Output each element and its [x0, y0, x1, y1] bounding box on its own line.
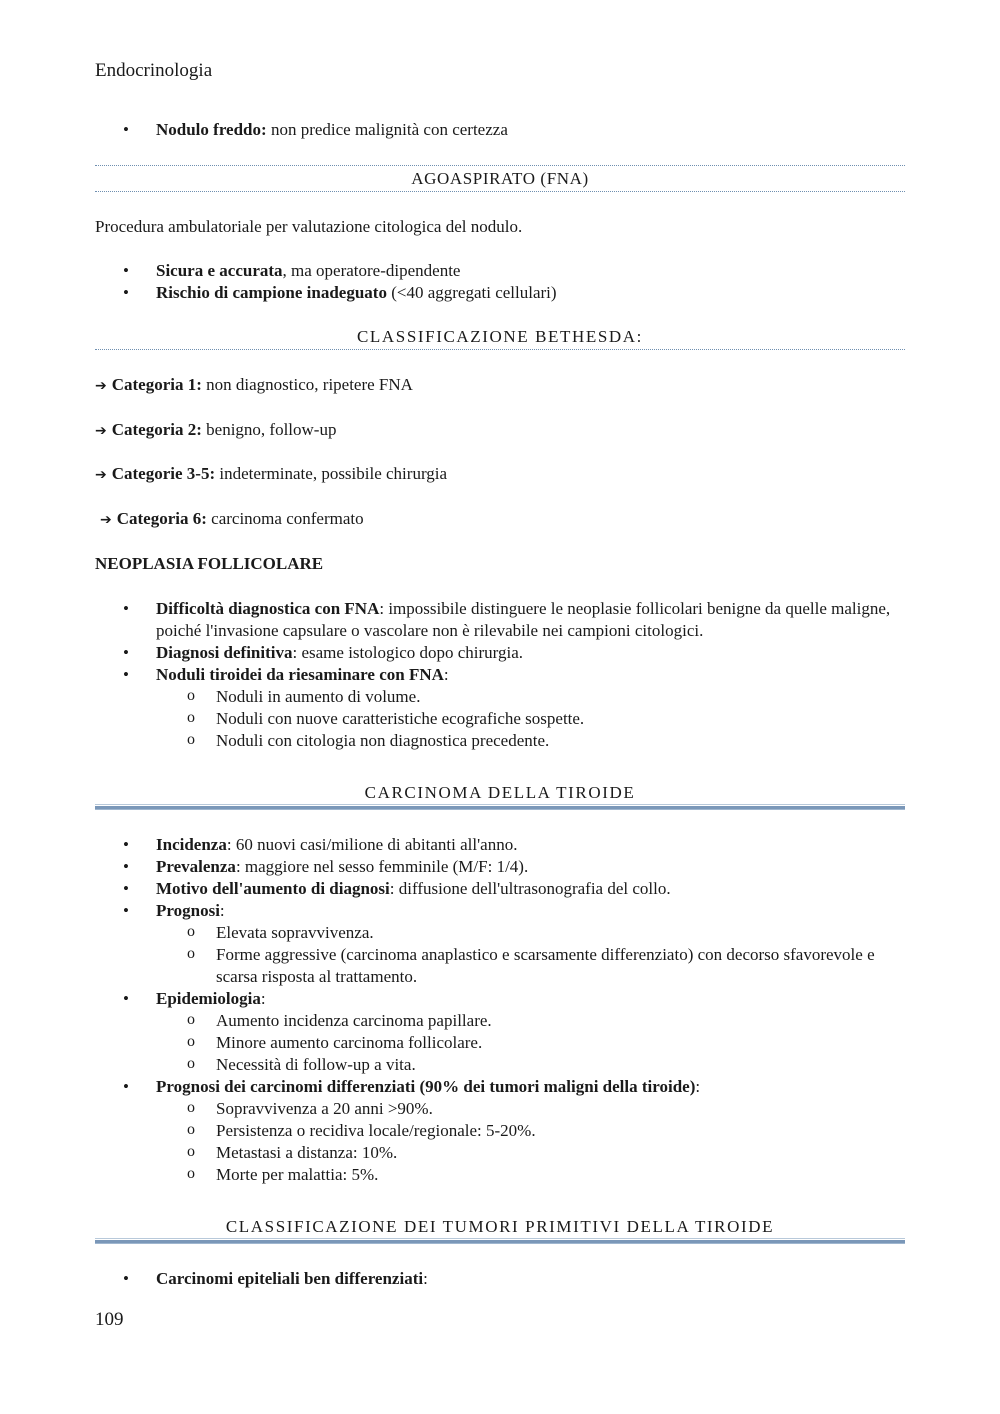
item-label: Motivo dell'aumento di diagnosi	[156, 879, 390, 898]
category-text: non diagnostico, ripetere FNA	[201, 375, 413, 394]
list-item	[95, 642, 905, 664]
section-title-classificazione: CLASSIFICAZIONE DEI TUMORI PRIMITIVI DELLA TIROIDE	[225, 1217, 775, 1236]
item-label: Incidenza	[156, 835, 227, 854]
category-label: Categoria 2:	[111, 420, 202, 439]
list-item	[95, 1076, 905, 1186]
item-text: :	[695, 1077, 701, 1096]
sub-list-item: o Noduli con citologia non diagnostica precedente.	[156, 730, 905, 752]
bethesda-category-2	[95, 419, 336, 442]
category-text: indeterminate, possibile chirurgia	[215, 464, 448, 483]
sub-list-item: o Morte per malattia: 5%.	[156, 1164, 905, 1186]
sub-list	[156, 1010, 905, 1076]
section-rule-bethesda	[95, 349, 905, 350]
bethesda-category-6	[100, 508, 364, 531]
sub-list	[156, 686, 905, 752]
item-label: Nodulo freddo:	[156, 120, 267, 139]
category-label: Categoria 1:	[111, 375, 202, 394]
item-text: : esame istologico dopo chirurgia.	[292, 643, 524, 662]
item-label: Diagnosi definitiva	[156, 643, 293, 662]
list-item	[95, 900, 905, 988]
item-text: :	[443, 665, 449, 684]
list-item	[95, 856, 905, 878]
item-text: (<40 aggregati cellulari)	[386, 283, 557, 302]
item-label: Rischio di campione inadeguato	[156, 283, 387, 302]
item-text: non predice malignità con certezza	[266, 120, 508, 139]
list-item	[95, 282, 905, 304]
list-item	[95, 598, 905, 642]
item-text: : impossibile distinguere le neoplasie follicolari benigne da quelle maligne, poiché l'invasione capsulare o vascolare non è rilevabile nei campioni citologici.	[156, 599, 891, 640]
sub-list-item: o Metastasi a distanza: 10%.	[156, 1142, 905, 1164]
sub-list-item: o Noduli con nuove caratteristiche ecografiche sospette.	[156, 708, 905, 730]
sub-list	[156, 922, 905, 988]
bethesda-category-1	[95, 374, 413, 397]
right-arrow-icon: ➔	[95, 423, 107, 439]
section-rule-classificazione	[95, 1240, 905, 1244]
right-arrow-icon: ➔	[100, 512, 112, 528]
item-label: Difficoltà diagnostica con FNA	[156, 599, 380, 618]
item-label: Prognosi dei carcinomi differenziati (90% dei tumori maligni della tiroide)	[156, 1077, 696, 1096]
item-text: , ma operatore-dipendente	[282, 261, 461, 280]
item-text: :	[219, 901, 225, 920]
sub-list	[156, 1098, 905, 1186]
page-number: 109	[95, 1309, 124, 1330]
list-item	[95, 260, 905, 282]
category-text: carcinoma confermato	[206, 509, 364, 528]
top-bullet-list	[95, 119, 905, 141]
section-title-carcinoma: CARCINOMA DELLA TIROIDE	[364, 783, 636, 802]
category-label: Categorie 3-5:	[111, 464, 216, 483]
right-arrow-icon: ➔	[95, 378, 107, 394]
sub-list-item: o Forme aggressive (carcinoma anaplastico e scarsamente differenziato) con decorso sfavorevole e scarsa risposta al trattamento.	[156, 944, 905, 988]
running-header: Endocrinologia	[95, 60, 213, 81]
neoplasia-list	[95, 598, 905, 752]
bethesda-category-3-5	[95, 463, 447, 486]
heading-neoplasia: NEOPLASIA FOLLICOLARE	[95, 554, 324, 573]
section-rule-bottom	[95, 191, 905, 192]
list-item	[95, 119, 905, 141]
item-label: Sicura e accurata	[156, 261, 283, 280]
section-rule-carcinoma	[95, 806, 905, 810]
category-text: benigno, follow-up	[201, 420, 337, 439]
fna-intro: Procedura ambulatoriale per valutazione citologica del nodulo.	[95, 217, 523, 236]
sub-list-item: o Sopravvivenza a 20 anni >90%.	[156, 1098, 905, 1120]
section-title-fna: AGOASPIRATO (FNA)	[411, 169, 589, 188]
list-item	[95, 878, 905, 900]
section-rule-top	[95, 165, 905, 166]
list-item	[95, 834, 905, 856]
fna-list	[95, 260, 905, 304]
carcinoma-list	[95, 834, 905, 1186]
item-label: Prognosi	[156, 901, 220, 920]
item-text: :	[260, 989, 266, 1008]
item-text: : maggiore nel sesso femminile (M/F: 1/4).	[235, 857, 529, 876]
item-label: Carcinomi epiteliali ben differenziati	[156, 1269, 424, 1288]
item-text: : 60 nuovi casi/milione di abitanti all'anno.	[226, 835, 518, 854]
category-label: Categoria 6:	[116, 509, 207, 528]
item-label: Epidemiologia	[156, 989, 261, 1008]
sub-list-item: o Aumento incidenza carcinoma papillare.	[156, 1010, 905, 1032]
sub-list-item: o Noduli in aumento di volume.	[156, 686, 905, 708]
list-item	[95, 988, 905, 1076]
item-text: :	[423, 1269, 428, 1288]
section-title-bethesda: CLASSIFICAZIONE BETHESDA:	[356, 327, 644, 346]
item-label: Prevalenza	[156, 857, 236, 876]
sub-list-item: o Persistenza o recidiva locale/regionale: 5-20%.	[156, 1120, 905, 1142]
item-text: : diffusione dell'ultrasonografia del collo.	[389, 879, 671, 898]
sub-list-item: o Elevata sopravvivenza.	[156, 922, 905, 944]
sub-list-item: o Necessità di follow-up a vita.	[156, 1054, 905, 1076]
sub-list-item: o Minore aumento carcinoma follicolare.	[156, 1032, 905, 1054]
right-arrow-icon: ➔	[95, 467, 107, 483]
item-label: Noduli tiroidei da riesaminare con FNA	[156, 665, 444, 684]
list-item	[95, 664, 905, 752]
list-item	[95, 1268, 905, 1290]
classificazione-list	[95, 1268, 905, 1290]
